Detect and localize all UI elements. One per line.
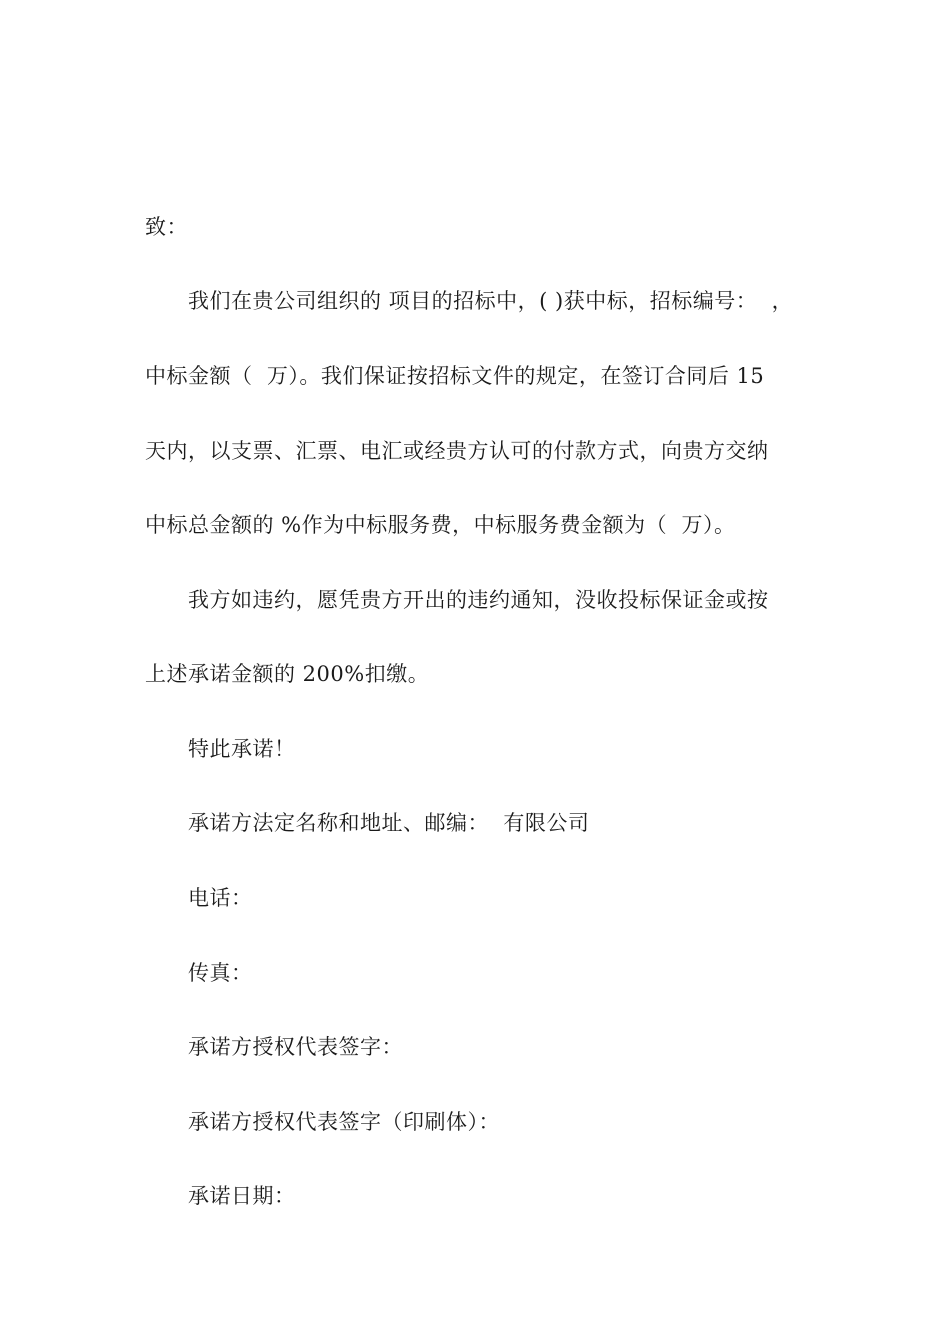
paragraph2-line2: 上述承诺金额的 200%扣缴。: [145, 662, 430, 686]
name-address-field: 承诺方法定名称和地址、邮编： 有限公司: [188, 811, 590, 835]
paragraph1-line3: 天内，以支票、汇票、电汇或经贵方认可的付款方式，向贵方交纳: [145, 439, 769, 463]
fax-field: 传真：: [188, 961, 253, 985]
paragraph1-line4: 中标总金额的 %作为中标服务费，中标服务费金额为（ 万）。: [145, 513, 736, 537]
closing-statement: 特此承诺！: [188, 737, 296, 761]
paragraph2-line1: 我方如违约，愿凭贵方开出的违约通知，没收投标保证金或按: [188, 588, 769, 612]
phone-field: 电话：: [188, 886, 253, 910]
paragraph1-line2: 中标金额（ 万）。我们保证按招标文件的规定，在签订合同后 15: [145, 364, 765, 388]
signature-print-field: 承诺方授权代表签字（印刷体）：: [188, 1110, 500, 1134]
date-field: 承诺日期：: [188, 1184, 296, 1208]
salutation: 致：: [145, 215, 188, 239]
signature-field: 承诺方授权代表签字：: [188, 1035, 403, 1059]
paragraph1-line1: 我们在贵公司组织的 项目的招标中，( )获中标，招标编号： ，: [188, 289, 794, 313]
